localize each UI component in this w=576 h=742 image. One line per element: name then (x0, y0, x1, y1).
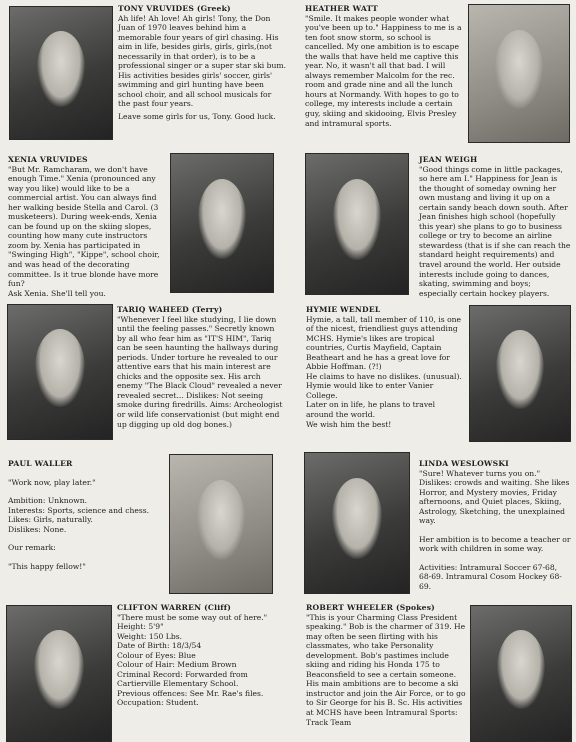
student-weight: Weight: 150 Lbs. (117, 631, 183, 641)
student-plans: Hymie would like to enter Vanier College. (306, 381, 434, 400)
student-quote: "Work now, play later." (8, 477, 96, 487)
entry-tony-vruvides (118, 4, 286, 122)
student-bio: "This is your Charming Class President speaking." Bob is the charmer of 319. He may often be seen flirting with his classmates, who take Personality development. Bob's pastimes include skiing and riding his Honda 175 to Beaconsfield to see a certain someone. His main ambitions are to become a ski instructor and join the Air Force, or to go to Sir George for his B. Sc. His activities at MCHS have been Intramural Sports: Track Team (306, 612, 466, 727)
student-name: TONY VRUVIDES (Greek) (118, 4, 231, 13)
photo-tariq-waheed (7, 304, 113, 440)
student-interests: Interests: Sports, science and chess. (8, 505, 150, 515)
photo-jean-weigh (305, 153, 409, 295)
student-bio: Ah life! Ah love! Ah girls! Tony, the Don Juan of 1970 leaves behind him a memorable four years of girl chasing. His aim in life, besides girls, girls, girls,(not necessarily in that order), is to be a professional singer or a super star ski bum. His activities besides girls' soccer, girls' swimming and girl hunting have been school choir, and all school musicals for the past four years. (118, 13, 287, 109)
student-dislikes: He claims to have no dislikes. (unusual). (306, 371, 462, 381)
remark-label: Our remark: (8, 543, 56, 553)
entry-jean-weigh (419, 155, 571, 298)
student-bio: "Good things come in little packages, so here am I." Happiness for Jean is the thought of someday owning her own mustang and living it up on a certain sandy beach down south. After Jean finishes high school (hopefully this year) she plans to go to business college or try to become an airline stewardess (that is if she can reach the standard height requirements) and travel around the world. Her outside interests include going to dances, skating, swimming and boys; especially certain hockey players. (419, 164, 571, 298)
photo-clifton-warren (6, 605, 112, 742)
student-closing: Leave some girls for us, Tony. Good luck. (118, 112, 276, 122)
student-name: HEATHER WATT (305, 4, 378, 13)
student-name: CLIFTON WARREN (Cliff) (117, 603, 232, 612)
student-closing: We wish him the best! (306, 419, 392, 429)
student-name: JEAN WEIGH (419, 155, 478, 164)
photo-heather-watt (468, 4, 570, 143)
student-name: LINDA WESLOWSKI (419, 459, 509, 468)
student-likes: Likes: Girls, naturally. (8, 515, 93, 525)
photo-paul-waller (169, 454, 273, 594)
entry-paul-waller (8, 459, 166, 571)
photo-xenia-vruvides (170, 153, 274, 293)
student-name: PAUL WALLER (8, 459, 73, 468)
student-bio: "Smile. It makes people wonder what you've been up to." Happiness to me is a ten foot snow storm, so school is cancelled. My one ambition is to escape the walls that have held me captive this year. No, it wasn't all that bad. I will always remember Malcolm for the rec. room and grade nine and all the lunch hours at Normandy. With hopes to go to college, my interests include a certain guy, skiing and skidooing, Elvis Presley and intramural sports. (305, 13, 462, 128)
entry-linda-weslowski (419, 459, 571, 592)
student-name: TARIQ WAHEED (Terry) (117, 305, 223, 314)
student-bio: "But Mr. Ramcharam, we don't have enough Time." Xenia (pronounced any way you like) would like to be a commercial artist. You can always find her walking beside Stella and Carol. (3 musketeers). During week-ends, Xenia can be found up on the skiing slopes, counting how many cute instructors zoom by. Xenia has participated in "Swinging High", "Kippe", school choir, and was head of the decorating committee. Is it true blonde have more fun? (8, 164, 160, 289)
student-offences: Previous offences: See Mr. Rae's files. (117, 688, 264, 698)
entry-clifton-warren (117, 603, 287, 708)
photo-linda-weslowski (304, 452, 410, 594)
entry-tariq-waheed (117, 305, 285, 429)
student-remark: "This happy fellow!" (8, 561, 86, 571)
student-closing: Ask Xenia. She'll tell you. (8, 288, 106, 298)
student-name: XENIA VRUVIDES (8, 155, 88, 164)
entry-robert-wheeler (306, 603, 466, 742)
photo-tony-vruvides (9, 6, 113, 140)
student-quote: "There must be some way out of here." (117, 612, 268, 622)
student-eyes: Colour of Eyes: Blue (117, 650, 196, 660)
student-bio: "Whenever I feel like studying, I lie down until the feeling passes." Secretly known by all who fear him as "IT'S HIM", Tariq can be seen haunting the hallways during periods. Under torture he revealed to our attentive ears that his main interest are chicks and the opposite sex. His arch enemy "The Black Cloud" revealed a never revealed secret... Dislikes: Not seeing smoke during firedrills. Aims: Archeologist or wild life conservationist (but might end up digging up old dog bones.) (117, 314, 283, 429)
entry-heather-watt (305, 4, 462, 128)
student-bio: "Sure! Whatever turns you on." Dislikes: crowds and waiting. She likes Horror, and Mystery movies, Friday afternoons, and Quiet places, Skiing, Astrology, Sketching, the unexplained way. (419, 468, 570, 526)
entry-hymie-wendel (306, 305, 464, 429)
photo-robert-wheeler (470, 605, 572, 742)
student-name: ROBERT WHEELER (Spokes) (306, 603, 435, 612)
photo-hymie-wendel (469, 305, 571, 442)
student-future: Later on in life, he plans to travel around the world. (306, 400, 436, 420)
student-activities: Activities: Intramural Soccer 67-68, 68-69. Intramural Cosom Hockey 68-69. (419, 562, 562, 592)
student-dislikes: Dislikes: None. (8, 524, 67, 534)
student-occupation: Occupation: Student. (117, 698, 199, 708)
student-dob: Date of Birth: 18/3/54 (117, 641, 202, 651)
entry-xenia-vruvides (8, 155, 166, 298)
student-height: Height: 5'9" (117, 622, 164, 632)
student-hair: Colour of Hair: Medium Brown (117, 660, 237, 670)
student-ambition: Her ambition is to become a teacher or work with children in some way. (419, 534, 571, 554)
student-name: HYMIE WENDEL (306, 305, 381, 314)
student-ambition: Ambition: Unknown. (8, 496, 88, 506)
student-bio: Hymie, a tall, tall member of 110, is one of the nicest, friendliest guys attending MCHS. Hymie's likes are tropical countries, Curtis Mayfield, Captain Beatheart and he has a great love for Abbie Hoffman. (?!) (306, 314, 462, 372)
student-record: Criminal Record: Forwarded from Cartierville Elementary School. (117, 669, 248, 689)
